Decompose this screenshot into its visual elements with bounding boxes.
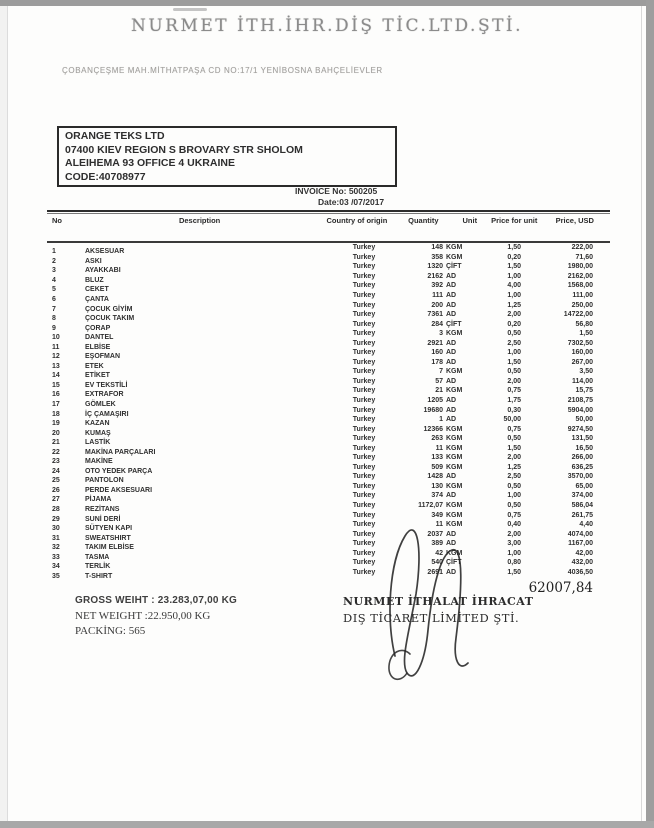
gross-weight: GROSS WEIHT : 23.283,07,00 KG xyxy=(75,595,237,606)
cell-price-usd: 1568,00 xyxy=(567,282,593,290)
cell-country: Turkey xyxy=(352,540,376,548)
cell-description: İÇ ÇAMAŞIRI xyxy=(85,410,129,418)
cell-country: Turkey xyxy=(352,292,376,299)
cell-country: Turkey xyxy=(352,454,376,462)
cell-no: 23 xyxy=(52,458,60,466)
cell-no: 29 xyxy=(52,515,60,523)
cell-unit: AD xyxy=(446,492,457,500)
cell-quantity: 130 xyxy=(431,482,443,490)
cell-price-unit: 1,00 xyxy=(507,292,521,299)
scan-edge-right-line xyxy=(641,6,642,821)
cell-description: LASTİK xyxy=(85,439,111,447)
cell-quantity: 389 xyxy=(431,540,443,548)
cell-price-usd: 432,00 xyxy=(571,559,593,567)
cell-country: Turkey xyxy=(352,368,376,376)
buyer-address-box xyxy=(57,126,397,187)
cell-unit: ÇİFT xyxy=(446,320,462,328)
cell-quantity: 284 xyxy=(431,320,443,328)
cell-no: 28 xyxy=(52,506,60,514)
cell-quantity: 1 xyxy=(439,416,443,424)
cell-description: T-SHIRT xyxy=(85,572,113,580)
cell-no: 33 xyxy=(52,553,60,561)
cell-quantity: 540 xyxy=(431,559,443,567)
cell-description: MAKİNE xyxy=(85,458,113,466)
cell-quantity: 57 xyxy=(435,377,443,385)
cell-price-unit: 1,50 xyxy=(507,358,521,366)
cell-description: GÖMLEK xyxy=(85,401,116,409)
cell-no: 31 xyxy=(52,534,60,542)
cell-price-usd: 65,00 xyxy=(575,482,593,490)
cell-quantity: 3 xyxy=(439,330,443,338)
invoice-total-usd: 62007,84 xyxy=(528,580,593,597)
scan-edge-top xyxy=(0,0,654,6)
cell-price-unit: 0,50 xyxy=(507,502,521,510)
cell-no: 9 xyxy=(52,324,56,332)
cell-description: SUNİ DERİ xyxy=(85,515,121,523)
cell-country: Turkey xyxy=(352,358,376,366)
cell-description: AKSESUAR xyxy=(85,248,125,256)
cell-quantity: 111 xyxy=(432,292,443,299)
cell-price-unit: 2,00 xyxy=(507,454,521,462)
col-header-country: Country of origin xyxy=(326,216,388,225)
cell-country: Turkey xyxy=(352,559,376,567)
cell-quantity: 148 xyxy=(431,244,443,252)
cell-quantity: 11 xyxy=(435,521,443,529)
buyer-address-line1: 07400 KIEV REGION S BROVARY STR SHOLOM xyxy=(65,143,303,156)
cell-quantity: 349 xyxy=(431,511,443,519)
cell-description: ÇOCUK TAKIM xyxy=(85,315,135,323)
cell-price-usd: 131,50 xyxy=(571,435,593,443)
cell-country: Turkey xyxy=(352,339,376,347)
cell-price-usd: 160,00 xyxy=(571,349,593,357)
scan-smudge xyxy=(173,8,207,11)
cell-country: Turkey xyxy=(352,416,376,424)
cell-price-usd: 56,80 xyxy=(575,320,593,328)
cell-price-usd: 261,75 xyxy=(571,511,593,519)
cell-no: 6 xyxy=(52,296,56,303)
cell-unit: AD xyxy=(446,377,457,385)
cell-unit: AD xyxy=(446,301,457,309)
cell-quantity: 7361 xyxy=(427,311,443,319)
cell-description: EXTRAFOR xyxy=(85,391,124,399)
cell-description: SÜTYEN KAPI xyxy=(85,525,133,533)
col-header-unit: Unit xyxy=(462,216,478,225)
cell-country: Turkey xyxy=(352,463,376,471)
cell-description: EV TEKSTİLİ xyxy=(85,381,128,389)
cell-description: ETEK xyxy=(85,362,104,370)
cell-price-unit: 0,75 xyxy=(507,387,521,395)
cell-country: Turkey xyxy=(352,492,376,500)
cell-quantity: 2037 xyxy=(427,530,443,538)
cell-price-unit: 2,00 xyxy=(507,530,521,538)
cell-quantity: 263 xyxy=(431,435,443,443)
cell-price-usd: 250,00 xyxy=(571,301,593,309)
cell-unit: AD xyxy=(446,292,457,299)
cell-country: Turkey xyxy=(352,406,376,414)
table-top-rule xyxy=(47,210,610,212)
cell-country: Turkey xyxy=(352,244,376,252)
cell-price-unit: 4,00 xyxy=(507,282,521,290)
cell-no: 27 xyxy=(52,496,60,504)
cell-description: ETİKET xyxy=(85,372,110,380)
cell-quantity: 7 xyxy=(439,368,443,376)
cell-no: 25 xyxy=(52,477,60,485)
cell-price-unit: 3,00 xyxy=(507,540,521,548)
cell-quantity: 509 xyxy=(431,463,443,471)
cell-no: 8 xyxy=(52,315,56,323)
stamp-line1: NURMET İTHALAT İHRACAT xyxy=(343,595,534,608)
cell-price-usd: 1167,00 xyxy=(568,540,593,548)
cell-no: 1 xyxy=(52,248,56,256)
cell-country: Turkey xyxy=(352,425,376,433)
cell-quantity: 11 xyxy=(435,444,443,452)
cell-price-unit: 1,50 xyxy=(507,568,521,576)
buyer-code: CODE:40708977 xyxy=(65,170,146,183)
cell-description: PERDE AKSESUARI xyxy=(85,486,153,494)
cell-price-usd: 374,00 xyxy=(571,492,593,500)
cell-quantity: 1172,07 xyxy=(418,502,443,510)
cell-description: ELBİSE xyxy=(85,343,111,351)
cell-country: Turkey xyxy=(352,502,376,510)
cell-description: CEKET xyxy=(85,286,109,294)
cell-price-unit: 0,20 xyxy=(507,320,521,328)
cell-price-unit: 1,50 xyxy=(507,263,521,271)
cell-country: Turkey xyxy=(352,397,376,405)
cell-unit: AD xyxy=(446,311,457,319)
cell-no: 16 xyxy=(52,391,60,399)
cell-quantity: 12366 xyxy=(423,425,443,433)
cell-country: Turkey xyxy=(352,511,376,519)
cell-description: PANTOLON xyxy=(85,477,124,485)
cell-no: 7 xyxy=(52,305,56,313)
cell-description: TASMA xyxy=(85,553,110,561)
cell-description: MAKİNA PARÇALARI xyxy=(85,448,156,456)
cell-country: Turkey xyxy=(352,272,376,280)
cell-unit: AD xyxy=(446,530,457,538)
cell-no: 10 xyxy=(52,334,60,342)
cell-price-unit: 1,00 xyxy=(507,272,521,280)
cell-price-usd: 2108,75 xyxy=(567,397,593,405)
cell-unit: AD xyxy=(446,406,457,414)
cell-quantity: 2162 xyxy=(427,272,443,280)
cell-price-usd: 14722,00 xyxy=(563,311,593,319)
weights-block xyxy=(75,595,237,637)
scan-edge-right xyxy=(646,0,654,828)
cell-unit: KGM xyxy=(446,482,463,490)
cell-price-usd: 586,04 xyxy=(571,502,593,510)
cell-price-unit: 0,50 xyxy=(507,435,521,443)
cell-price-usd: 266,00 xyxy=(571,454,593,462)
cell-price-usd: 3570,00 xyxy=(567,473,593,481)
invoice-number: INVOICE No: 500205 xyxy=(295,186,378,196)
cell-unit: AD xyxy=(446,358,457,366)
cell-country: Turkey xyxy=(352,301,376,309)
cell-unit: AD xyxy=(446,416,457,424)
cell-price-usd: 267,00 xyxy=(571,358,593,366)
cell-unit: AD xyxy=(446,397,457,405)
cell-country: Turkey xyxy=(352,549,376,557)
col-header-quantity: Quantity xyxy=(408,216,439,225)
cell-description: TERLİK xyxy=(85,563,111,571)
cell-description: REZİTANS xyxy=(85,506,120,514)
cell-unit: KGM xyxy=(446,387,463,395)
cell-price-usd: 42,00 xyxy=(575,549,593,557)
cell-unit: KGM xyxy=(446,463,463,471)
cell-country: Turkey xyxy=(352,435,376,443)
cell-unit: KGM xyxy=(446,521,463,529)
company-stamp xyxy=(343,595,533,625)
cell-quantity: 1428 xyxy=(427,473,443,481)
cell-price-usd: 114,00 xyxy=(571,377,593,385)
cell-unit: KGM xyxy=(446,425,463,433)
cell-quantity: 392 xyxy=(431,282,443,290)
cell-price-unit: 2,00 xyxy=(507,311,521,319)
cell-price-unit: 0,75 xyxy=(507,511,521,519)
cell-no: 19 xyxy=(52,420,60,428)
cell-price-usd: 4074,00 xyxy=(567,530,593,538)
invoice-table-body xyxy=(47,243,610,580)
cell-price-unit: 0,40 xyxy=(507,521,521,529)
cell-no: 17 xyxy=(52,401,60,409)
cell-price-unit: 50,00 xyxy=(503,416,521,424)
cell-no: 5 xyxy=(52,286,56,294)
cell-price-usd: 3,50 xyxy=(579,368,593,376)
cell-price-unit: 2,50 xyxy=(507,473,521,481)
cell-price-usd: 71,60 xyxy=(575,253,593,261)
cell-quantity: 2921 xyxy=(427,339,443,347)
cell-no: 34 xyxy=(52,563,60,571)
cell-country: Turkey xyxy=(352,387,376,395)
cell-no: 14 xyxy=(52,372,60,380)
cell-unit: AD xyxy=(446,568,457,576)
cell-no: 20 xyxy=(52,429,60,437)
cell-price-usd: 111,00 xyxy=(572,292,593,299)
cell-quantity: 178 xyxy=(431,358,443,366)
cell-country: Turkey xyxy=(352,320,376,328)
cell-unit: AD xyxy=(446,540,457,548)
cell-description: ASKI xyxy=(85,257,102,265)
cell-unit: AD xyxy=(446,473,457,481)
cell-price-unit: 1,50 xyxy=(507,444,521,452)
cell-price-unit: 0,80 xyxy=(507,559,521,567)
cell-price-unit: 0,50 xyxy=(507,330,521,338)
company-address: ÇOBANÇEŞME MAH.MİTHATPAŞA CD NO:17/1 YENİBOSNA BAHÇELİEVLER xyxy=(62,66,383,75)
cell-no: 21 xyxy=(52,439,60,447)
cell-description: ÇORAP xyxy=(85,324,111,332)
cell-description: ÇANTA xyxy=(85,296,109,303)
cell-country: Turkey xyxy=(352,473,376,481)
cell-no: 12 xyxy=(52,353,60,361)
cell-price-usd: 7302,50 xyxy=(567,339,593,347)
col-header-price-unit: Price for unit xyxy=(491,216,538,225)
cell-unit: AD xyxy=(446,282,457,290)
cell-price-unit: 1,25 xyxy=(507,463,521,471)
cell-price-unit: 0,50 xyxy=(507,368,521,376)
cell-description: DANTEL xyxy=(85,334,114,342)
cell-price-unit: 1,75 xyxy=(507,397,521,405)
cell-description: ÇOCUK GİYİM xyxy=(85,305,133,313)
col-header-no: No xyxy=(52,216,62,225)
cell-quantity: 1205 xyxy=(427,397,443,405)
table-header-row xyxy=(47,214,610,241)
cell-unit: KGM xyxy=(446,368,463,376)
company-title: NURMET İTH.İHR.DİŞ TİC.LTD.ŞTİ. xyxy=(130,16,524,36)
cell-no: 4 xyxy=(52,276,56,284)
cell-price-unit: 0,20 xyxy=(507,253,521,261)
buyer-name: ORANGE TEKS LTD xyxy=(65,130,165,142)
cell-no: 11 xyxy=(52,343,60,351)
cell-description: OTO YEDEK PARÇA xyxy=(85,467,153,475)
cell-description: EŞOFMAN xyxy=(85,353,120,361)
cell-price-unit: 1,25 xyxy=(507,301,521,309)
cell-price-usd: 5904,00 xyxy=(567,406,593,414)
buyer-address-line2: ALEIHEMA 93 OFFICE 4 UKRAINE xyxy=(65,157,235,169)
cell-unit: AD xyxy=(446,349,457,357)
cell-price-usd: 9274,50 xyxy=(567,425,593,433)
cell-price-usd: 50,00 xyxy=(575,416,593,424)
cell-unit: AD xyxy=(446,339,457,347)
cell-country: Turkey xyxy=(352,311,376,319)
cell-country: Turkey xyxy=(352,521,376,529)
cell-country: Turkey xyxy=(352,377,376,385)
col-header-price-usd: Price, USD xyxy=(555,216,594,225)
cell-description: TAKIM ELBİSE xyxy=(85,544,134,552)
cell-quantity: 374 xyxy=(431,492,443,500)
cell-description: KUMAŞ xyxy=(85,429,111,437)
scan-edge-bottom xyxy=(0,821,654,828)
cell-price-usd: 222,00 xyxy=(571,244,593,252)
cell-price-unit: 0,75 xyxy=(507,425,521,433)
cell-price-unit: 0,50 xyxy=(507,482,521,490)
cell-no: 3 xyxy=(52,267,56,275)
cell-unit: KGM xyxy=(446,502,463,510)
cell-unit: KGM xyxy=(446,444,463,452)
cell-quantity: 133 xyxy=(431,454,443,462)
cell-quantity: 19680 xyxy=(423,406,443,414)
cell-country: Turkey xyxy=(352,568,376,576)
cell-unit: ÇİFT xyxy=(446,263,462,271)
cell-unit: AD xyxy=(446,272,457,280)
cell-no: 32 xyxy=(52,544,60,552)
cell-quantity: 42 xyxy=(435,549,443,557)
cell-country: Turkey xyxy=(352,482,376,490)
table-row xyxy=(47,243,610,256)
cell-price-unit: 2,50 xyxy=(507,339,521,347)
net-weight: NET WEIGHT :22.950,00 KG xyxy=(75,610,211,622)
cell-price-usd: 4,40 xyxy=(579,521,593,529)
cell-price-unit: 2,00 xyxy=(507,377,521,385)
cell-quantity: 21 xyxy=(435,387,443,395)
cell-price-unit: 1,00 xyxy=(507,549,521,557)
cell-price-unit: 1,00 xyxy=(507,492,521,500)
cell-no: 22 xyxy=(52,448,60,456)
cell-price-usd: 2162,00 xyxy=(567,272,593,280)
cell-price-usd: 636,25 xyxy=(571,463,593,471)
cell-country: Turkey xyxy=(352,263,376,271)
cell-unit: KGM xyxy=(446,549,463,557)
invoice-date: Date:03 /07/2017 xyxy=(318,197,385,207)
invoice-table xyxy=(47,210,610,596)
cell-price-usd: 1980,00 xyxy=(567,263,593,271)
cell-price-usd: 4036,50 xyxy=(567,568,593,576)
cell-country: Turkey xyxy=(352,349,376,357)
cell-quantity: 358 xyxy=(431,253,443,261)
cell-unit: KGM xyxy=(446,253,463,261)
cell-country: Turkey xyxy=(352,330,376,338)
cell-no: 24 xyxy=(52,467,60,475)
cell-unit: KGM xyxy=(446,330,463,338)
stamp-line2: DIŞ TİCARET LİMİTED ŞTİ. xyxy=(343,611,520,625)
cell-unit: KGM xyxy=(446,511,463,519)
cell-quantity: 1320 xyxy=(427,263,443,271)
col-header-description: Description xyxy=(178,216,221,225)
cell-description: SWEATSHIRT xyxy=(85,534,131,542)
cell-no: 26 xyxy=(52,486,60,494)
cell-description: PİJAMA xyxy=(85,496,112,504)
cell-unit: KGM xyxy=(446,454,463,462)
cell-no: 13 xyxy=(52,362,60,370)
cell-country: Turkey xyxy=(352,530,376,538)
cell-price-usd: 1,50 xyxy=(579,330,593,338)
cell-no: 2 xyxy=(52,257,56,265)
cell-no: 30 xyxy=(52,525,60,533)
cell-price-usd: 16,50 xyxy=(575,444,593,452)
scan-edge-left-line xyxy=(7,6,8,821)
cell-unit: KGM xyxy=(446,244,463,252)
cell-no: 35 xyxy=(52,572,60,580)
cell-no: 15 xyxy=(52,381,60,389)
cell-description: AYAKKABI xyxy=(85,267,121,275)
cell-country: Turkey xyxy=(352,444,376,452)
cell-unit: ÇİFT xyxy=(446,559,462,567)
cell-quantity: 200 xyxy=(431,301,443,309)
packing-count: PACKİNG: 565 xyxy=(75,625,146,637)
scan-edge-left xyxy=(0,6,7,821)
cell-country: Turkey xyxy=(352,253,376,261)
cell-price-unit: 1,50 xyxy=(507,244,521,252)
cell-description: KAZAN xyxy=(85,420,110,428)
cell-price-usd: 15,75 xyxy=(575,387,593,395)
cell-description: BLUZ xyxy=(85,276,104,284)
cell-quantity: 160 xyxy=(431,349,443,357)
cell-quantity: 2691 xyxy=(427,568,443,576)
cell-price-unit: 0,30 xyxy=(507,406,521,414)
cell-no: 18 xyxy=(52,410,60,418)
cell-country: Turkey xyxy=(352,282,376,290)
cell-price-unit: 1,00 xyxy=(507,349,521,357)
cell-unit: KGM xyxy=(446,435,463,443)
